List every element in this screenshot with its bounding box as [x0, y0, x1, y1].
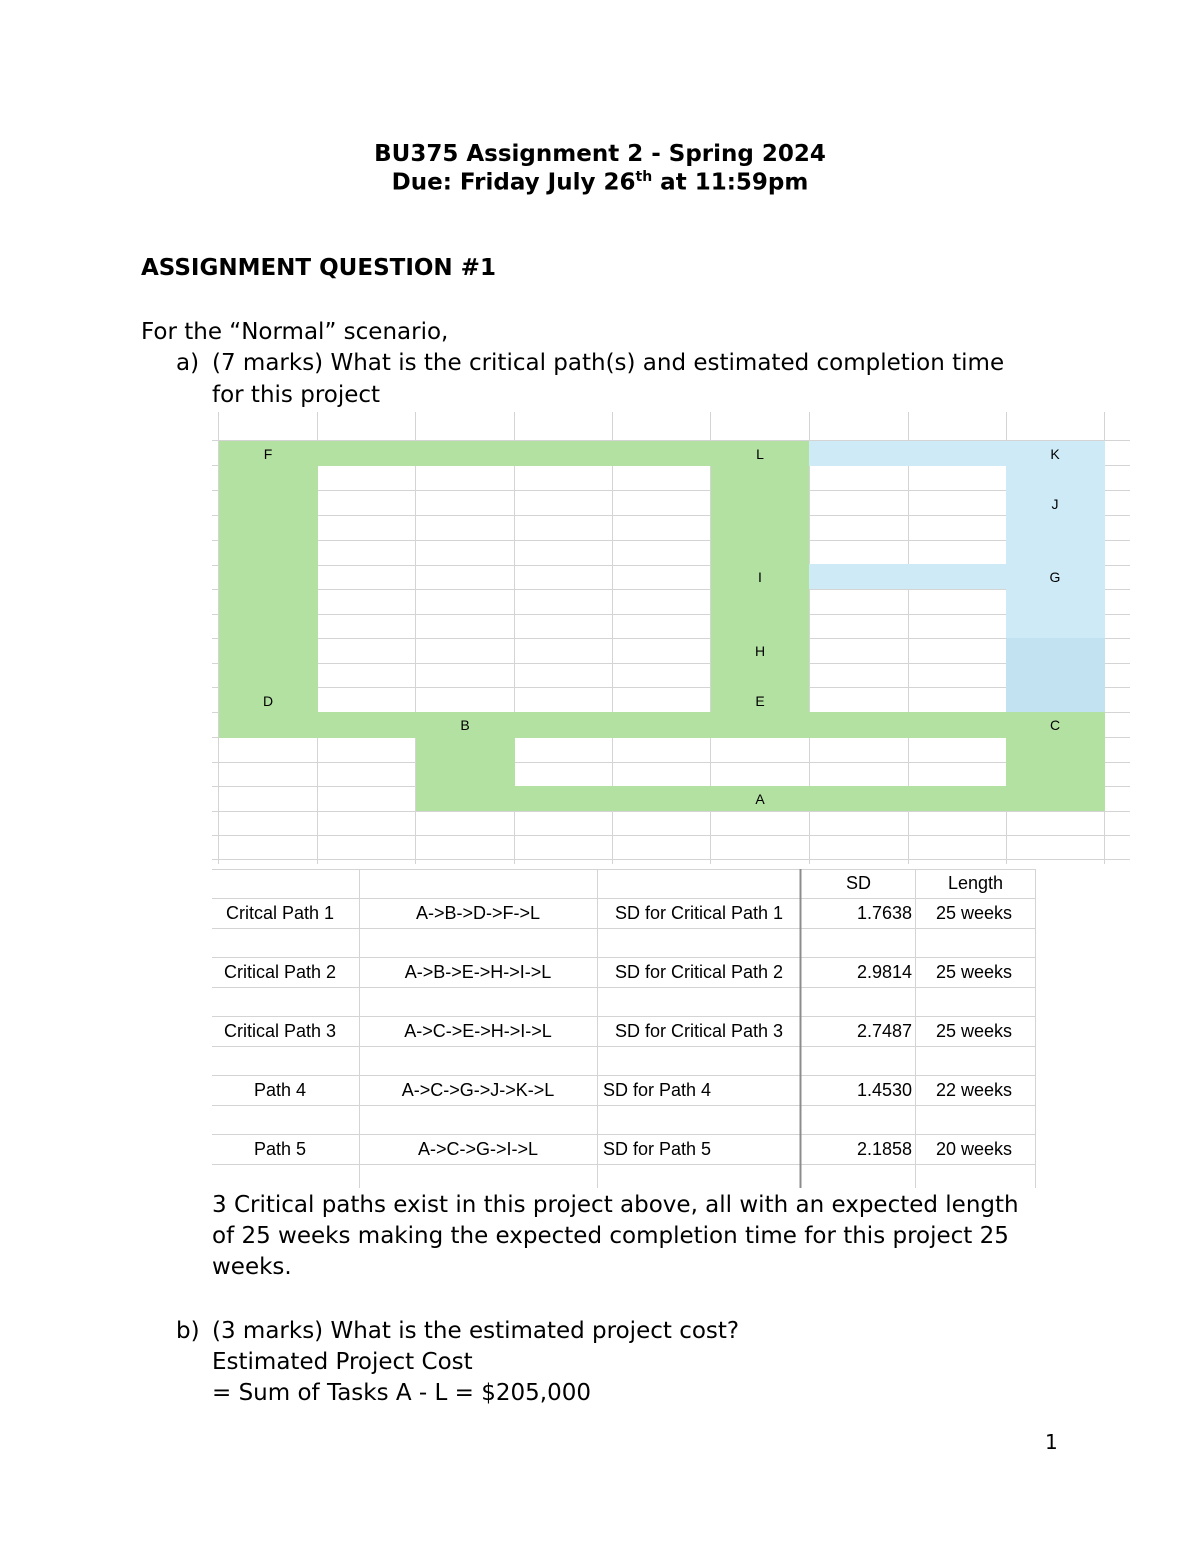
- node-label-b: B: [460, 717, 470, 733]
- path-name: Critcal Path 1: [225, 903, 335, 923]
- node-label-f: F: [263, 446, 273, 462]
- page-number: 1: [1045, 1430, 1058, 1454]
- due-date: Due: Friday July 26th at 11:59pm: [391, 169, 809, 196]
- answer-a-line1: 3 Critical paths exist in this project above, all with an expected length: [212, 1192, 1019, 1218]
- network-diagram: [212, 412, 1130, 864]
- sd-value: 2.1858: [856, 1139, 912, 1159]
- cost-formula: = Sum of Tasks A - L = $205,000: [212, 1380, 591, 1406]
- network-diagram-shapes: [212, 412, 1130, 864]
- path-name: Path 4: [253, 1080, 307, 1100]
- sd-label: SD for Critical Path 2: [614, 962, 784, 982]
- node-label-j: J: [1051, 496, 1059, 512]
- table-header-length: Length: [948, 873, 1004, 893]
- path-name: Path 5: [253, 1139, 307, 1159]
- path-name: Critical Path 3: [223, 1021, 337, 1041]
- node-label-h: H: [754, 643, 766, 659]
- sd-label: SD for Critical Path 3: [614, 1021, 784, 1041]
- node-label-g: G: [1049, 569, 1061, 585]
- length-value: 25 weeks: [936, 962, 1013, 982]
- node-label-k: K: [1050, 446, 1060, 462]
- path-sequence: A->B->D->F->L: [415, 903, 541, 923]
- node-label-d: D: [262, 693, 274, 709]
- node-label-l: L: [756, 446, 764, 462]
- sd-label: SD for Path 4: [603, 1080, 712, 1100]
- answer-a-line2: of 25 weeks making the expected completion time for this project 25: [212, 1223, 1009, 1249]
- bottom-bar-d-to-c: [219, 712, 1105, 738]
- sd-label: SD for Path 5: [603, 1139, 712, 1159]
- path-sequence: A->C->E->H->I->L: [404, 1021, 552, 1041]
- node-label-a: A: [755, 791, 765, 807]
- part-b-marker: b): [176, 1318, 200, 1344]
- node-label-c: C: [1049, 717, 1061, 733]
- sd-label: SD for Critical Path 1: [614, 903, 784, 923]
- sd-value: 2.7487: [856, 1021, 912, 1041]
- question-intro: For the “Normal” scenario,: [141, 319, 449, 345]
- part-a-marker: a): [176, 350, 200, 376]
- document-title: BU375 Assignment 2 - Spring 2024: [374, 141, 826, 167]
- path-sequence: A->B->E->H->I->L: [404, 962, 552, 982]
- critical-paths: [219, 441, 1105, 811]
- non-critical-paths: [809, 441, 1105, 712]
- path-sequence: A->C->G->J->K->L: [401, 1080, 555, 1100]
- answer-a-line3: weeks.: [212, 1254, 292, 1280]
- cost-label: Estimated Project Cost: [212, 1349, 473, 1375]
- part-a-line2: for this project: [212, 382, 381, 408]
- sd-value: 1.4530: [856, 1080, 912, 1100]
- length-value: 25 weeks: [936, 1021, 1013, 1041]
- sd-value: 1.7638: [856, 903, 912, 923]
- question-heading: ASSIGNMENT QUESTION #1: [141, 255, 496, 281]
- path-name: Critical Path 2: [223, 962, 337, 982]
- path-sequence: A->C->G->I->L: [417, 1139, 539, 1159]
- length-value: 20 weeks: [936, 1139, 1013, 1159]
- sd-value: 2.9814: [856, 962, 912, 982]
- task-c-to-g-segment: [1006, 638, 1105, 712]
- table-header-sd: SD: [846, 873, 872, 893]
- length-value: 25 weeks: [936, 903, 1013, 923]
- part-b-question: (3 marks) What is the estimated project cost?: [212, 1318, 740, 1344]
- node-label-e: E: [755, 693, 765, 709]
- task-g-to-i-bar: [809, 564, 1006, 589]
- task-k-j-g-column: [1006, 441, 1105, 638]
- node-label-i: I: [758, 569, 762, 585]
- length-value: 22 weeks: [936, 1080, 1013, 1100]
- part-a-line1: (7 marks) What is the critical path(s) and estimated completion time: [212, 350, 1005, 376]
